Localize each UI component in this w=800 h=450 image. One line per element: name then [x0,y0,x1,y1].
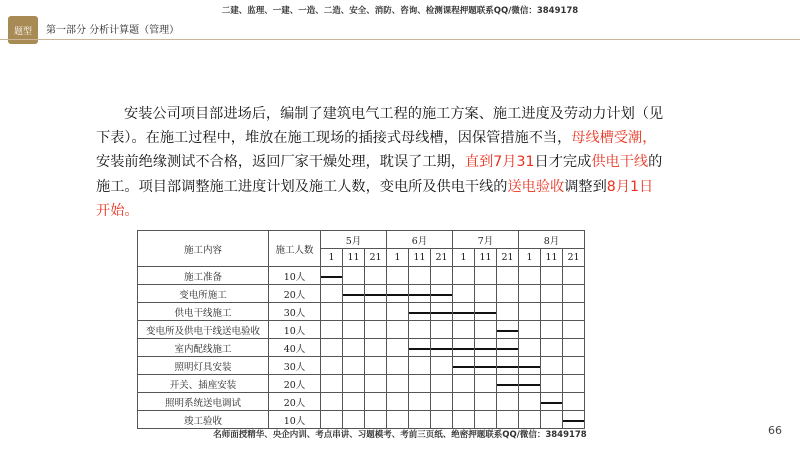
para-seg6: 供电干线 [591,154,649,171]
table-row [138,339,585,357]
task-name: 变电所施工 [138,285,269,303]
timeline-cell [475,303,497,321]
timeline-cell [365,357,387,375]
timeline-cell [497,411,519,429]
timeline-cell [321,393,343,411]
day-header: 11 [409,249,431,267]
timeline-cell [541,375,563,393]
task-name: 竣工验收 [138,411,269,429]
task-name: 室内配线施工 [138,339,269,357]
timeline-cell [409,303,431,321]
day-header: 21 [431,249,453,267]
timeline-cell [409,285,431,303]
timeline-cell [343,321,365,339]
timeline-cell [409,393,431,411]
schedule-table [137,230,585,429]
timeline-cell [519,393,541,411]
timeline-cell [365,393,387,411]
task-people: 10人 [269,321,321,339]
task-people: 20人 [269,393,321,411]
question-paragraph [96,102,666,223]
header-people: 施工人数 [269,231,321,267]
schedule-bar [497,348,518,350]
timeline-cell [541,321,563,339]
schedule-bar [431,294,452,296]
timeline-cell [387,357,409,375]
task-name: 开关、插座安装 [138,375,269,393]
day-header: 21 [497,249,519,267]
schedule-bar [409,312,430,314]
schedule-bar [475,312,496,314]
timeline-cell [321,411,343,429]
timeline-cell [387,267,409,285]
timeline-cell [519,375,541,393]
timeline-cell [475,339,497,357]
timeline-cell [387,393,409,411]
month-header: 5月 [321,231,387,249]
para-seg5: 日才完成 [534,154,592,171]
day-header: 21 [563,249,585,267]
schedule-bar [365,294,386,296]
task-people: 30人 [269,303,321,321]
timeline-cell [365,411,387,429]
timeline-cell [519,357,541,375]
task-name: 施工准备 [138,267,269,285]
timeline-cell [409,411,431,429]
page-number: 66 [768,424,782,437]
timeline-cell [563,411,585,429]
timeline-cell [453,357,475,375]
header-content: 施工内容 [138,231,269,267]
table-row [138,303,585,321]
task-name: 照明系统送电调试 [138,393,269,411]
timeline-cell [343,375,365,393]
logo: 题型 [8,16,38,44]
schedule-bar [497,330,518,332]
timeline-cell [497,267,519,285]
timeline-cell [321,339,343,357]
timeline-cell [453,285,475,303]
timeline-cell [475,357,497,375]
timeline-cell [387,375,409,393]
timeline-cell [541,267,563,285]
schedule-bar [497,366,518,368]
table-row [138,393,585,411]
timeline-cell [519,303,541,321]
schedule-bar [431,348,452,350]
schedule-bar [453,366,474,368]
timeline-cell [497,339,519,357]
table-row [138,411,585,429]
timeline-cell [475,321,497,339]
timeline-cell [453,267,475,285]
timeline-cell [475,411,497,429]
timeline-cell [431,303,453,321]
timeline-cell [343,267,365,285]
timeline-cell [475,285,497,303]
schedule-bar [431,312,452,314]
timeline-cell [497,321,519,339]
timeline-cell [519,285,541,303]
timeline-cell [563,303,585,321]
timeline-cell [519,267,541,285]
timeline-cell [321,357,343,375]
timeline-cell [563,267,585,285]
schedule-bar [475,366,496,368]
schedule-bar [321,276,342,278]
schedule-bar [519,366,540,368]
para-seg3: 安装前绝缘测试不合格，返回厂家干燥处理，耽误了工期， [96,154,465,171]
timeline-cell [431,375,453,393]
timeline-cell [453,375,475,393]
day-header: 21 [365,249,387,267]
schedule-bar [563,420,584,422]
timeline-cell [431,321,453,339]
timeline-cell [387,339,409,357]
timeline-cell [453,411,475,429]
timeline-cell [475,375,497,393]
timeline-cell [387,285,409,303]
timeline-cell [409,357,431,375]
para-seg10: 8月1日开始。 [96,178,654,219]
timeline-cell [431,411,453,429]
timeline-cell [365,339,387,357]
schedule-bar [409,294,430,296]
timeline-cell [365,375,387,393]
bottom-banner: 名师面授精华、央企内训、考点串讲、习题模考、考前三页纸、绝密押题联系QQ/微信：3849178 [213,430,587,440]
timeline-cell [365,267,387,285]
timeline-cell [541,339,563,357]
task-people: 40人 [269,339,321,357]
timeline-cell [431,285,453,303]
day-header: 1 [453,249,475,267]
month-header: 6月 [387,231,453,249]
schedule-bar [475,348,496,350]
schedule-bar [387,294,408,296]
para-seg9: 调整到 [564,178,607,195]
task-people: 20人 [269,285,321,303]
table-row [138,285,585,303]
para-seg8: 送电验收 [507,178,565,195]
timeline-cell [343,339,365,357]
para-seg4: 直到7月31 [464,154,535,171]
timeline-cell [343,303,365,321]
timeline-cell [453,393,475,411]
day-header: 1 [519,249,541,267]
month-header: 7月 [453,231,519,249]
month-header: 8月 [519,231,585,249]
timeline-cell [541,285,563,303]
timeline-cell [497,375,519,393]
timeline-cell [541,393,563,411]
timeline-cell [563,375,585,393]
timeline-cell [387,321,409,339]
para-seg1: 安装公司项目部进场后，编制了建筑电气工程的施工方案、施工进度及劳动力计划（见下表）。在施工过程中，堆放在施工现场的插接式母线槽，因保管措施不当， [96,106,664,147]
day-header: 11 [343,249,365,267]
timeline-cell [563,339,585,357]
top-banner: 二建、监理、一建、一造、二造、安全、消防、咨询、检测课程押题联系QQ/微信：3849178 [221,6,579,16]
timeline-cell [563,393,585,411]
timeline-cell [387,411,409,429]
section-title: 第一部分 分析计算题（管理） [46,25,180,36]
timeline-cell [409,339,431,357]
para-seg2: 母线槽受潮， [571,130,657,147]
timeline-cell [343,285,365,303]
header-divider [0,39,800,40]
timeline-cell [497,285,519,303]
timeline-cell [563,285,585,303]
timeline-cell [453,339,475,357]
timeline-cell [431,267,453,285]
task-name: 供电干线施工 [138,303,269,321]
timeline-cell [387,303,409,321]
timeline-cell [321,303,343,321]
timeline-cell [365,303,387,321]
task-people: 20人 [269,375,321,393]
timeline-cell [321,321,343,339]
timeline-cell [343,393,365,411]
timeline-cell [563,357,585,375]
timeline-cell [453,321,475,339]
timeline-cell [563,321,585,339]
task-people: 10人 [269,267,321,285]
timeline-cell [541,411,563,429]
timeline-cell [541,303,563,321]
timeline-cell [365,321,387,339]
timeline-cell [475,393,497,411]
day-header: 1 [321,249,343,267]
timeline-cell [409,321,431,339]
timeline-cell [497,393,519,411]
table-row [138,267,585,285]
timeline-cell [321,375,343,393]
timeline-cell [321,285,343,303]
task-people: 30人 [269,357,321,375]
timeline-cell [541,357,563,375]
table-row [138,375,585,393]
timeline-cell [431,393,453,411]
timeline-cell [321,267,343,285]
timeline-cell [365,285,387,303]
timeline-cell [431,339,453,357]
schedule-bar [409,348,430,350]
timeline-cell [475,267,497,285]
timeline-cell [343,411,365,429]
timeline-cell [497,357,519,375]
day-header: 11 [475,249,497,267]
timeline-cell [519,339,541,357]
timeline-cell [431,357,453,375]
timeline-cell [453,303,475,321]
schedule-bar [541,402,562,404]
schedule-bar [453,348,474,350]
table-row [138,321,585,339]
timeline-cell [409,375,431,393]
schedule-bar [453,312,474,314]
para-seg7: 的施工。项目部调整施工进度计划及施工人数，变电所及供电干线的 [96,154,663,195]
schedule-bar [497,384,518,386]
day-header: 1 [387,249,409,267]
timeline-cell [409,267,431,285]
timeline-cell [497,303,519,321]
table-row [138,357,585,375]
schedule-bar [519,384,540,386]
timeline-cell [519,321,541,339]
day-header: 11 [541,249,563,267]
task-name: 变电所及供电干线送电验收 [138,321,269,339]
schedule-bar [343,294,364,296]
task-people: 10人 [269,411,321,429]
task-name: 照明灯具安装 [138,357,269,375]
timeline-cell [343,357,365,375]
timeline-cell [519,411,541,429]
